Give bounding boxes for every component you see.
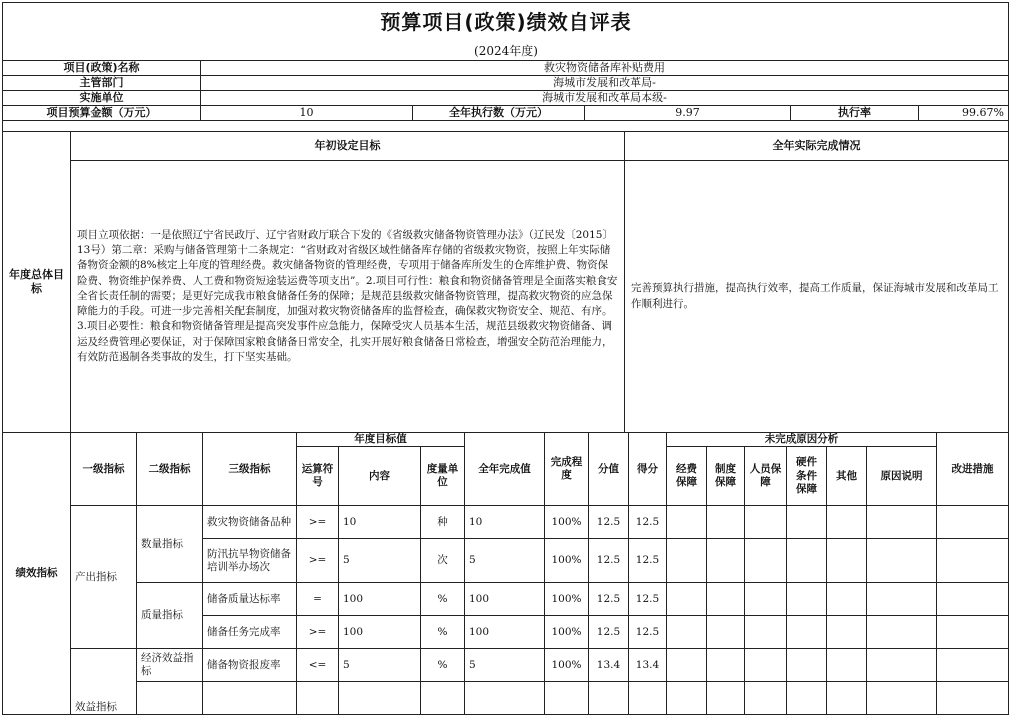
budget-label: 项目预算金额（万元） — [3, 106, 201, 121]
budget-value: 10 — [201, 106, 413, 121]
improve-header: 改进措施 — [937, 433, 1009, 506]
content-header: 内容 — [339, 447, 421, 506]
budget-row — [3, 106, 1009, 121]
indicator-value: 13.4 — [589, 649, 629, 682]
exec-label: 全年执行数（万元） — [413, 106, 585, 121]
indicator-unit: 次 — [421, 539, 465, 583]
indicator-score: 12.5 — [629, 583, 667, 616]
indicator-unit: % — [421, 583, 465, 616]
indicator-degree: 100% — [545, 506, 589, 539]
op-header: 运算符号 — [297, 447, 339, 506]
indicator-value: 12.5 — [589, 616, 629, 649]
indicator-op: = — [297, 583, 339, 616]
indicator-actual: 100 — [465, 583, 545, 616]
table-row — [3, 649, 1009, 682]
fund-header: 经费保障 — [667, 447, 707, 506]
project-info-table — [2, 60, 1009, 121]
indicator-degree: 100% — [545, 649, 589, 682]
dept-value: 海城市发展和改革局- — [201, 76, 1009, 91]
actual-value-header: 全年完成值 — [465, 433, 545, 506]
exec-value: 9.97 — [585, 106, 791, 121]
benefit-indicator-label: 效益指标 — [71, 649, 137, 715]
rate-label: 执行率 — [791, 106, 919, 121]
dept-row — [3, 76, 1009, 91]
actual-result-text: 完善预算执行措施，提高执行效率，提高工作质量，保证海城市发展和改革局工作顺利进行。 — [625, 161, 1009, 433]
level1-header: 一级指标 — [71, 433, 137, 506]
indicator-unit: % — [421, 616, 465, 649]
unit-header: 度量单位 — [421, 447, 465, 506]
reason-analysis-header: 未完成原因分析 — [667, 433, 937, 447]
indicator-content: 100 — [339, 583, 421, 616]
indicator-unit: % — [421, 649, 465, 682]
dept-label: 主管部门 — [3, 76, 201, 91]
form-year: (2024年度) — [474, 43, 538, 58]
explain-header: 原因说明 — [867, 447, 937, 506]
indicator-actual: 10 — [465, 506, 545, 539]
score-value-header: 分值 — [589, 433, 629, 506]
system-header: 制度保障 — [707, 447, 745, 506]
quantity-indicator-label: 数量指标 — [137, 506, 203, 583]
indicator-degree: 100% — [545, 539, 589, 583]
hardware-header: 硬件条件保障 — [787, 447, 827, 506]
indicator-op: >= — [297, 616, 339, 649]
indicator-name: 储备质量达标率 — [203, 583, 297, 616]
indicator-content: 100 — [339, 616, 421, 649]
project-name-value: 救灾物资储备库补贴费用 — [201, 61, 1009, 76]
indicator-score: 12.5 — [629, 616, 667, 649]
degree-header: 完成程度 — [545, 433, 589, 506]
other-header: 其他 — [827, 447, 867, 506]
initial-goal-text: 项目立项依据：一是依照辽宁省民政厅、辽宁省财政厅联合下发的《省级救灾储备物资管理办法》（辽民发〔2015〕13号）第二章：采购与储备管理第十二条规定：“省财政对省级区域性储备库存储的省级救灾物资，按照上年实际储备物资金额的8%核定上年度的管理经费。救灾储备物资的管理经费，专项用于储备库所发生的仓库维护费、物资保险费、物资维护保养费、人工费和物资短途装运费等项支出”。2.项目可行性：粮食和物资储备管理是全面落实粮食安全省长责任制的需要；是更好完成我市粮食储备任务的保障；是规范县级救灾储备物资管理，提高救灾物资的应急保障能力的手段。可进一步完善相关配套制度，加强对救灾物资储备库的监督检查，确保救灾物资安全、规范、有序。3.项目必要性：粮食和物资储备管理是提高突发事件应急能力，保障受灾人员基本生活，规范县级救灾物资储备、调运及经费管理必要保证，对于保障国家粮食储备日常安全，扎实开展好粮食储备日常检查，增强安全防范治理能力，有效防范遏制各类事故的发生，打下坚实基础。 — [71, 161, 625, 433]
target-header: 年度目标值 — [297, 433, 465, 447]
indicator-score: 12.5 — [629, 506, 667, 539]
quality-indicator-label: 质量指标 — [137, 583, 203, 649]
performance-indicator-table — [2, 432, 1009, 715]
indicator-op: <= — [297, 649, 339, 682]
impl-row — [3, 91, 1009, 106]
economic-indicator-label: 经济效益指标 — [137, 649, 203, 682]
indicator-op: >= — [297, 506, 339, 539]
indicator-actual: 100 — [465, 616, 545, 649]
staff-header: 人员保障 — [745, 447, 787, 506]
annual-goal-label: 年度总体目标 — [3, 132, 71, 433]
indicator-name: 防汛抗旱物资储备培训举办场次 — [203, 539, 297, 583]
initial-goal-header: 年初设定目标 — [71, 132, 625, 161]
indicator-unit: 种 — [421, 506, 465, 539]
table-row — [3, 583, 1009, 616]
performance-indicator-label: 绩效指标 — [3, 433, 71, 715]
impl-value: 海城市发展和改革局本级- — [201, 91, 1009, 106]
table-row — [3, 506, 1009, 539]
indicator-content: 5 — [339, 649, 421, 682]
indicator-name: 救灾物资储备品种 — [203, 506, 297, 539]
indicator-degree: 100% — [545, 616, 589, 649]
annual-goal-table — [2, 131, 1009, 433]
indicator-value: 12.5 — [589, 583, 629, 616]
indicator-score: 12.5 — [629, 539, 667, 583]
impl-label: 实施单位 — [3, 91, 201, 106]
rate-value: 99.67% — [919, 106, 1009, 121]
project-name-label: 项目(政策)名称 — [3, 61, 201, 76]
indicator-score: 13.4 — [629, 649, 667, 682]
indicator-name: 储备任务完成率 — [203, 616, 297, 649]
indicator-value: 12.5 — [589, 506, 629, 539]
indicator-value: 12.5 — [589, 539, 629, 583]
indicator-content: 5 — [339, 539, 421, 583]
indicator-header-row — [3, 433, 1009, 447]
indicator-name: 储备物资报废率 — [203, 649, 297, 682]
score-header: 得分 — [629, 433, 667, 506]
indicator-content: 10 — [339, 506, 421, 539]
indicator-actual: 5 — [465, 539, 545, 583]
form-title: 预算项目(政策)绩效自评表 — [380, 9, 632, 34]
actual-result-header: 全年实际完成情况 — [625, 132, 1009, 161]
indicator-actual: 5 — [465, 649, 545, 682]
level2-header: 二级指标 — [137, 433, 203, 506]
table-row — [3, 682, 1009, 715]
indicator-degree: 100% — [545, 583, 589, 616]
project-name-row — [3, 61, 1009, 76]
indicator-op: >= — [297, 539, 339, 583]
level3-header: 三级指标 — [203, 433, 297, 506]
output-indicator-label: 产出指标 — [71, 506, 137, 649]
